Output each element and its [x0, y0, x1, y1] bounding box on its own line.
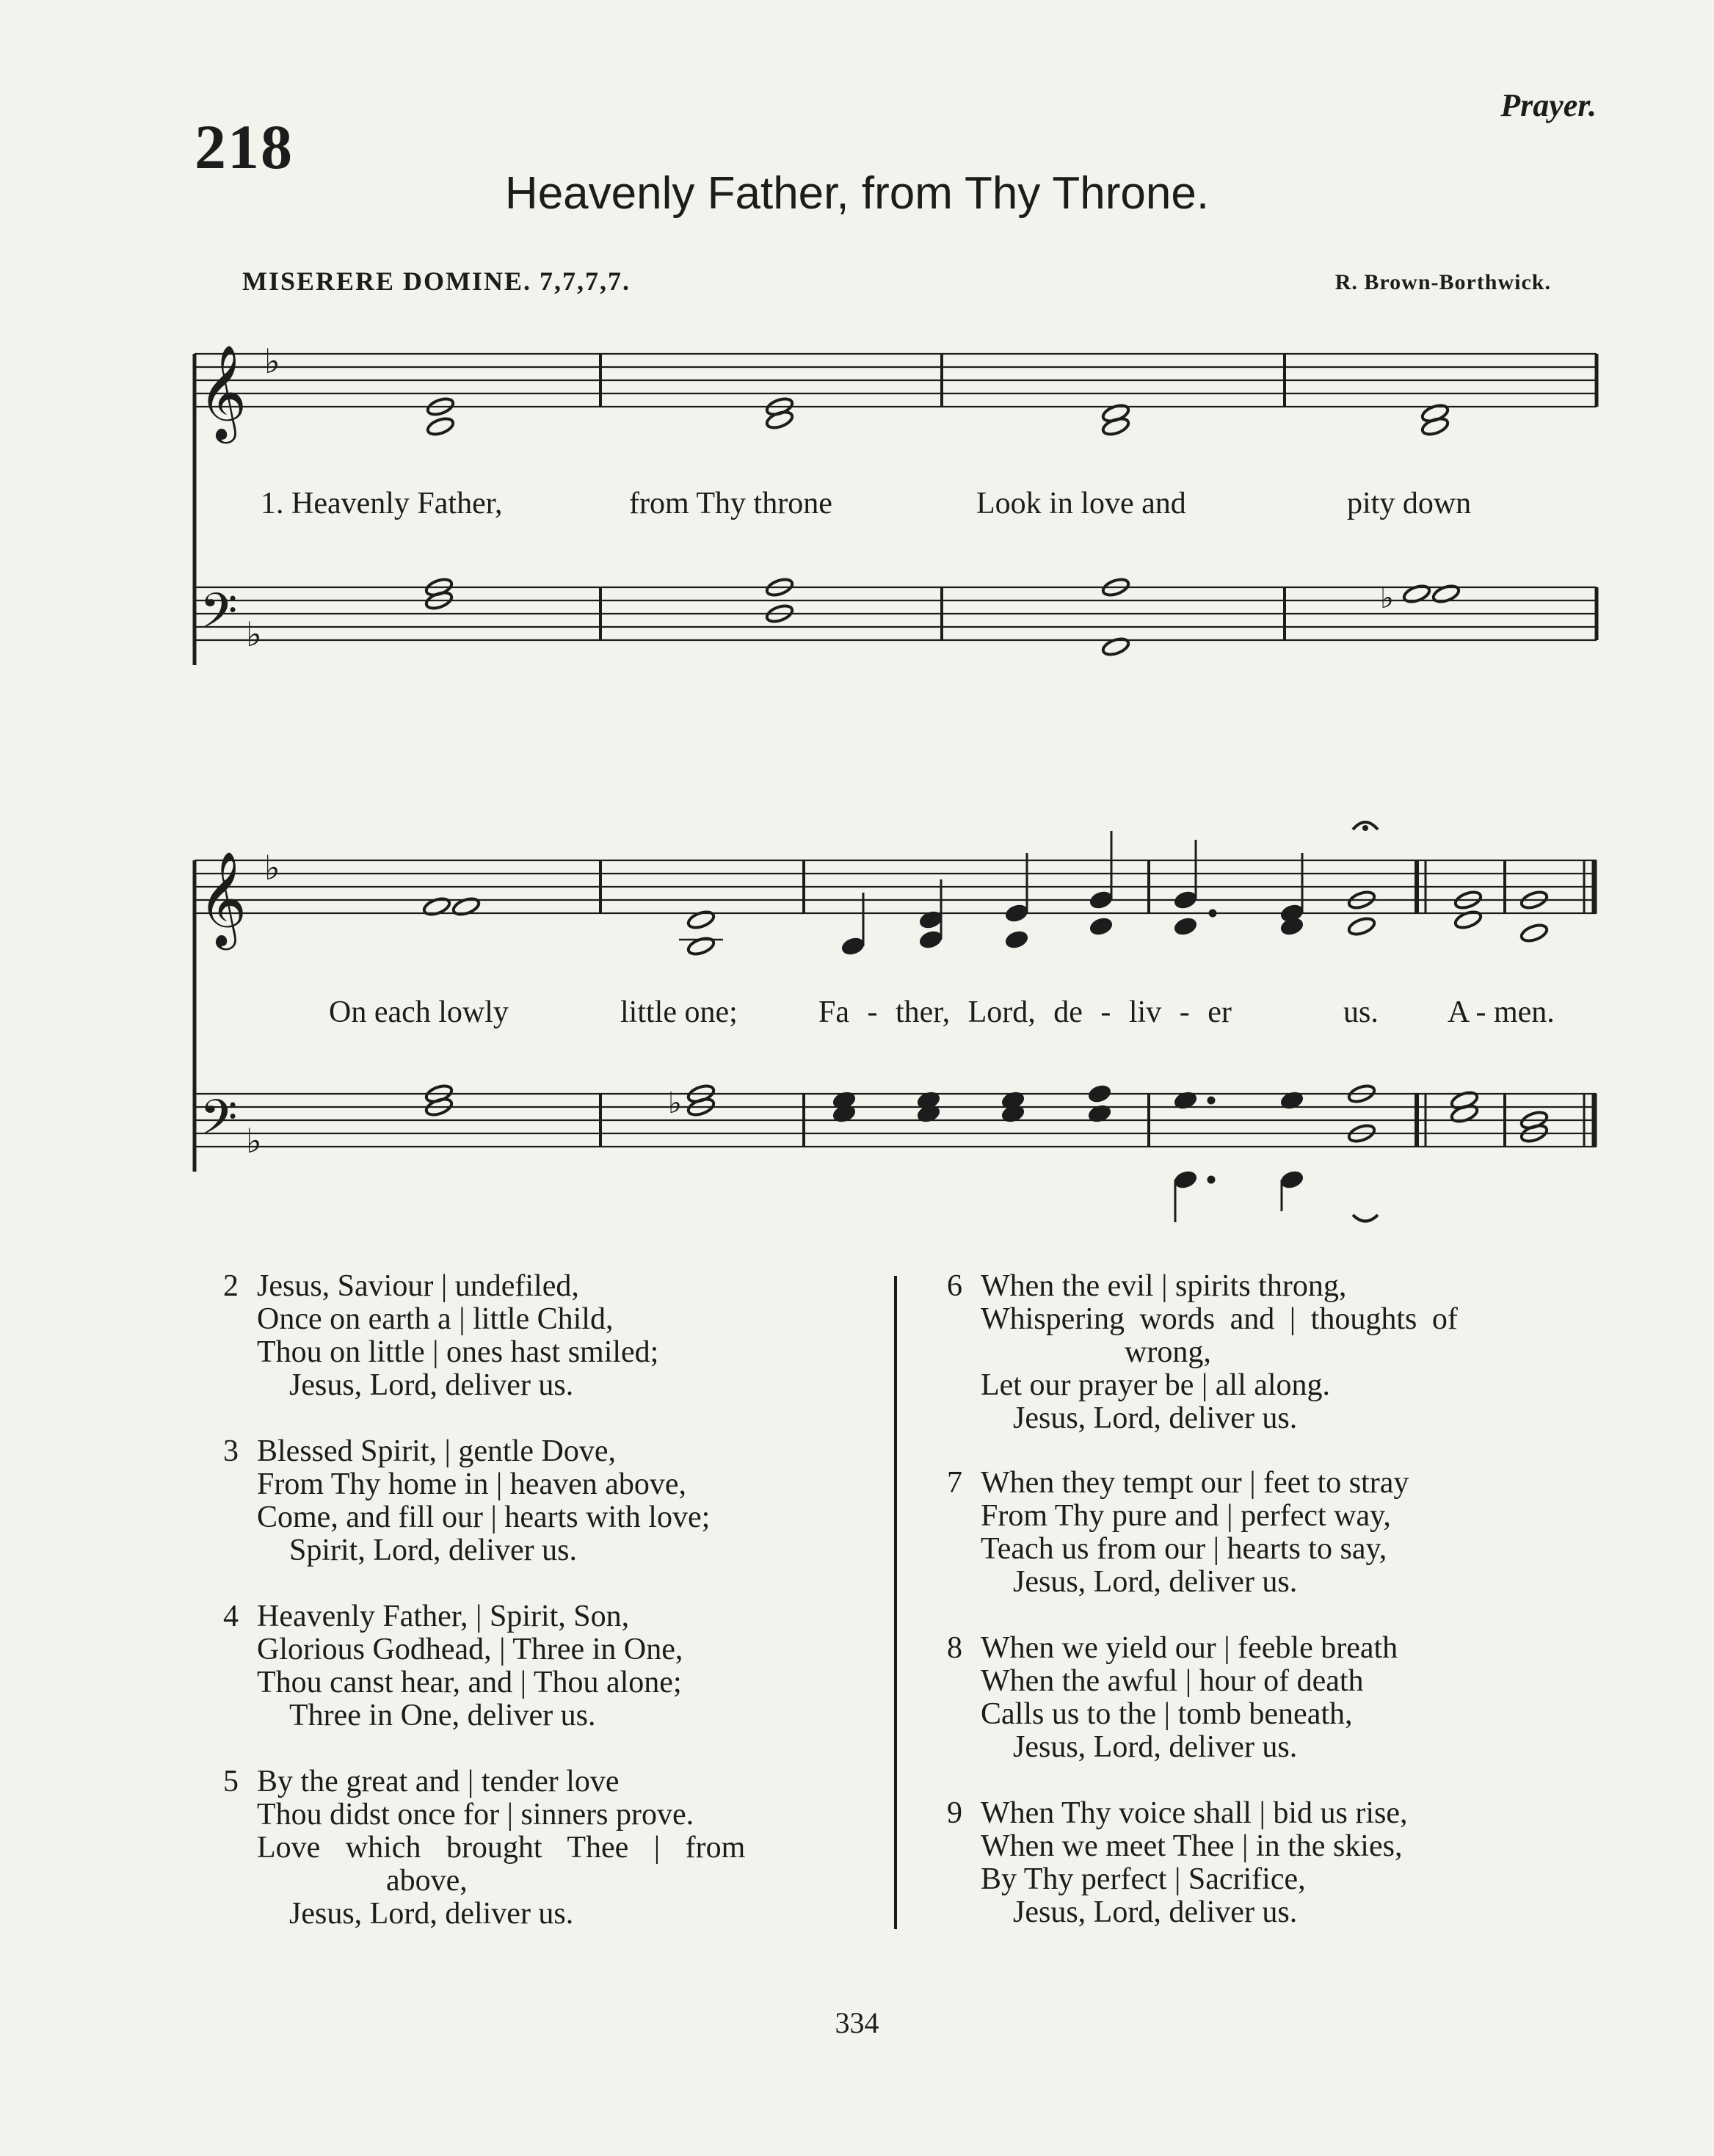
verse-8: [947, 1631, 1398, 1764]
verse-line: When the evil | spirits throng,: [981, 1269, 1347, 1303]
verse-line: By Thy perfect | Sacrifice,: [981, 1862, 1306, 1896]
verse-line: Spirit, Lord, deliver us.: [289, 1533, 577, 1567]
verse-line: Thou on little | ones hast smiled;: [257, 1335, 659, 1369]
verse-line: Jesus, Lord, deliver us.: [1013, 1565, 1298, 1599]
treble-clef-2: 𝄞: [198, 851, 247, 946]
verse-line: Come, and fill our | hearts with love;: [257, 1500, 711, 1534]
verse-line: Whispering words and | thoughts of: [981, 1302, 1458, 1336]
verse-number: 3: [223, 1434, 239, 1468]
lyric-1-2: from Thy throne: [629, 487, 832, 520]
section-label: Prayer.: [1500, 87, 1597, 123]
verse-line: From Thy pure and | perfect way,: [981, 1499, 1391, 1533]
lyric-1-3: Look in love and: [976, 487, 1186, 520]
verse-number: 5: [223, 1765, 239, 1799]
verse-line: Thou canst hear, and | Thou alone;: [257, 1666, 682, 1699]
verse-line: When we yield our | feeble breath: [981, 1631, 1398, 1665]
verse-number: 8: [947, 1631, 962, 1665]
verse-line: By the great and | tender love: [257, 1765, 620, 1799]
lyric-2-1: On each lowly: [329, 995, 509, 1029]
verse-line: Teach us from our | hearts to say,: [981, 1532, 1387, 1566]
verse-line: When they tempt our | feet to stray: [981, 1466, 1409, 1500]
verse-line: Once on earth a | little Child,: [257, 1302, 614, 1336]
svg-text:♭: ♭: [1380, 581, 1394, 615]
verse-line: Jesus, Lord, deliver us.: [1013, 1730, 1298, 1764]
verse-number: 2: [223, 1269, 239, 1303]
verse-line: Glorious Godhead, | Three in One,: [257, 1633, 683, 1666]
lyric-2-5: A - men.: [1448, 995, 1555, 1029]
verse-9: [947, 1796, 1408, 1929]
flat-sign-1: ♭: [264, 341, 280, 381]
verse-line: Jesus, Lord, deliver us.: [289, 1897, 574, 1931]
lyric-2-3: Fa - ther, Lord, de - liv - er: [818, 995, 1232, 1029]
verse-line: Jesus, Saviour | undefiled,: [257, 1269, 579, 1303]
verse-line: Let our prayer be | all along.: [981, 1368, 1331, 1402]
verse-line: From Thy home in | heaven above,: [257, 1467, 687, 1501]
verse-number: 4: [223, 1600, 239, 1633]
lyric-1-1: 1. Heavenly Father,: [261, 487, 503, 520]
verse-number: 6: [947, 1269, 962, 1303]
verse-line: Jesus, Lord, deliver us.: [1013, 1895, 1298, 1929]
verse-line: Jesus, Lord, deliver us.: [289, 1368, 574, 1402]
staff-bass-2: [195, 1094, 1597, 1147]
composer-name: R. Brown-Borthwick.: [1334, 270, 1551, 294]
flat-sign-3: ♭: [264, 848, 280, 888]
verse-line: Calls us to the | tomb beneath,: [981, 1697, 1353, 1731]
staff-treble-2: [195, 860, 1597, 913]
verse-line: When we meet Thee | in the skies,: [981, 1829, 1403, 1863]
tune-name: MISERERE DOMINE. 7,7,7,7.: [242, 266, 631, 296]
verse-5: [223, 1765, 746, 1931]
verse-7: [947, 1466, 1409, 1599]
lyric-2-4: us.: [1343, 995, 1379, 1029]
verse-line: Love which brought Thee | from: [257, 1831, 746, 1865]
verse-2: [223, 1269, 659, 1402]
verse-line: When Thy voice shall | bid us rise,: [981, 1796, 1408, 1830]
verse-line: wrong,: [1125, 1335, 1211, 1369]
verse-6: [947, 1269, 1458, 1435]
lyric-1-4: pity down: [1347, 487, 1472, 520]
bass-clef-1: 𝄢: [200, 583, 238, 651]
verse-line: Jesus, Lord, deliver us.: [1013, 1401, 1298, 1435]
verse-4: [223, 1600, 683, 1732]
verse-line: Three in One, deliver us.: [289, 1699, 596, 1732]
verse-line: Heavenly Father, | Spirit, Son,: [257, 1600, 630, 1633]
verse-line: Blessed Spirit, | gentle Dove,: [257, 1434, 617, 1468]
verse-line: above,: [386, 1864, 468, 1898]
verse-number: 9: [947, 1796, 962, 1830]
staff-treble-1: [195, 354, 1597, 407]
lyric-2-2: little one;: [620, 995, 738, 1029]
bass-clef-2: 𝄢: [200, 1089, 238, 1158]
verse-3: [223, 1434, 711, 1567]
hymn-number: 218: [195, 112, 294, 182]
column-divider: [894, 1276, 897, 1929]
verse-line: Thou didst once for | sinners prove.: [257, 1798, 694, 1832]
flat-sign-4: ♭: [246, 1121, 262, 1161]
hymn-title: Heavenly Father, from Thy Throne.: [504, 168, 1210, 219]
treble-clef-1: 𝄞: [198, 344, 247, 440]
flat-sign-2: ♭: [246, 614, 262, 654]
verse-number: 7: [947, 1466, 962, 1500]
svg-text:♭: ♭: [668, 1086, 682, 1120]
page-number: 334: [835, 2006, 879, 2039]
verse-line: When the awful | hour of death: [981, 1664, 1364, 1698]
